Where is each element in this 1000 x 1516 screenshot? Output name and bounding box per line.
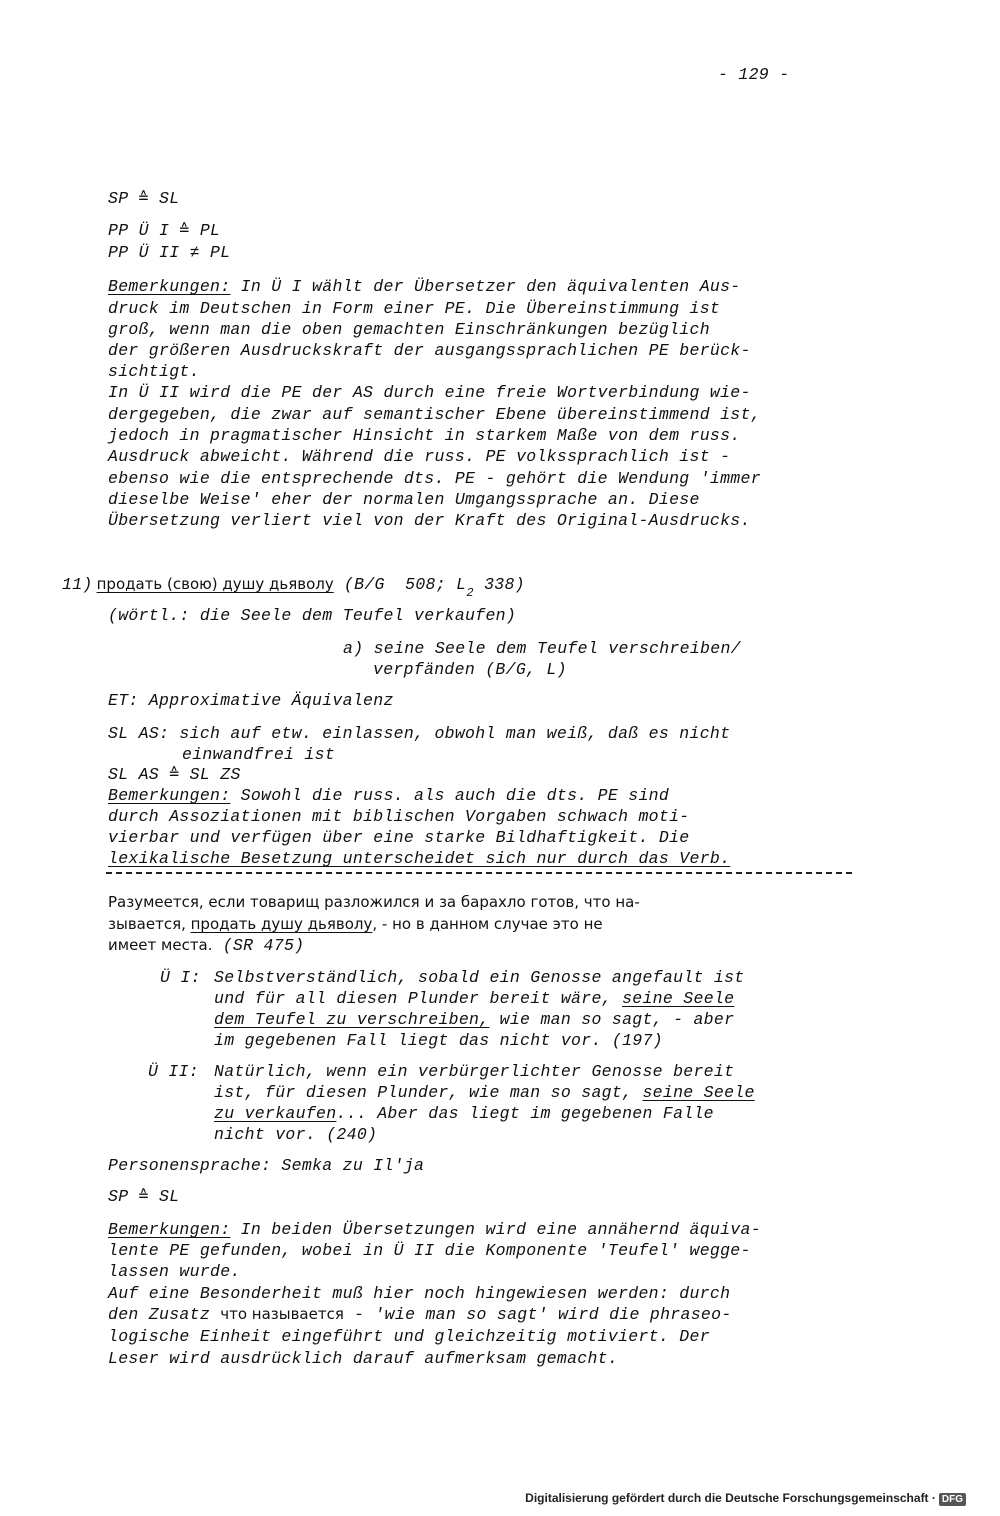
- footer-credit: Digitalisierung gefördert durch die Deutsche Forschungsgemeinschaft · DFG: [525, 1491, 966, 1506]
- translation-line: im gegebenen Fall liegt das nicht vor. (197): [214, 1031, 663, 1050]
- remarks-label: Bemerkungen:: [108, 277, 231, 296]
- remarks-line: Übersetzung verliert viel von der Kraft des Original-Ausdrucks.: [108, 511, 751, 530]
- remarks-line: lassen wurde.: [108, 1262, 241, 1281]
- equivalence-type: ET: Approximative Äquivalenz: [108, 691, 394, 710]
- translation-line: nicht vor. (240): [214, 1125, 378, 1144]
- section-divider: [106, 872, 852, 874]
- quote-source: (SR 475): [212, 936, 305, 955]
- remarks-label: Bemerkungen:: [108, 786, 231, 805]
- translation-label: Ü II:: [148, 1062, 200, 1081]
- remarks-line: den Zusatz что называется - 'wie man so sagt' wird die phraseo-: [108, 1305, 732, 1324]
- quote-line: Разумеется, если товарищ разложился и за барахло готов, что на-: [108, 893, 640, 911]
- russian-idiom: продать (свою) душу дьяволу: [96, 575, 334, 593]
- pp-relation-2: PP Ü II ≠ PL: [108, 243, 231, 262]
- quote-idiom: продать душу дьяволу: [190, 915, 373, 933]
- remarks-line: jedoch in pragmatischer Hinsicht in starkem Maße von dem russ.: [108, 426, 741, 445]
- remarks-line: Leser wird ausdrücklich darauf aufmerksam gemacht.: [108, 1349, 619, 1368]
- remarks-line: ebenso wie die entsprechende dts. PE - gehört die Wendung 'immer: [108, 469, 761, 488]
- literal-translation: (wörtl.: die Seele dem Teufel verkaufen): [108, 606, 517, 625]
- remarks-line: groß, wenn man die oben gemachten Einschränkungen bezüglich: [108, 320, 710, 339]
- translation-line: zu verkaufen... Aber das liegt im gegebenen Falle: [214, 1104, 714, 1123]
- sl-as-line: SL AS: sich auf etw. einlassen, obwohl man weiß, daß es nicht: [108, 724, 731, 743]
- remarks-line: durch Assoziationen mit biblischen Vorgaben schwach moti-: [108, 807, 690, 826]
- remarks-line: Auf eine Besonderheit muß hier noch hingewiesen werden: durch: [108, 1284, 731, 1303]
- quote-line: зывается, продать душу дьяволу, - но в данном случае это не: [108, 915, 603, 933]
- sp-sl-relation: SP ≙ SL: [108, 189, 180, 208]
- remarks-line: dieselbe Weise' eher der normalen Umgangssprache an. Diese: [108, 490, 700, 509]
- remarks-line: Bemerkungen: Sowohl die russ. als auch die dts. PE sind: [108, 786, 670, 805]
- sl-as-zs-relation: SL AS ≙ SL ZS: [108, 765, 241, 784]
- remarks-line: druck im Deutschen in Form einer PE. Die Übereinstimmung ist: [108, 299, 721, 318]
- remarks-line: Bemerkungen: In beiden Übersetzungen wird eine annähernd äquiva-: [108, 1220, 761, 1239]
- entry-number: 11): [62, 575, 93, 594]
- sl-as-line: einwandfrei ist: [182, 745, 336, 764]
- speaker-line: Personensprache: Semka zu Il'ja: [108, 1156, 425, 1175]
- remarks-label: Bemerkungen:: [108, 1220, 231, 1239]
- entry-heading: 11) продать (свою) душу дьяволу (B/G 508; $L_2$ 338): [62, 575, 525, 600]
- equivalent-line: verpfänden (B/G, L): [373, 660, 567, 679]
- translation-line: Natürlich, wenn ein verbürgerlichter Genosse bereit: [214, 1062, 735, 1081]
- remarks-line: logische Einheit eingeführt und gleichzeitig motiviert. Der: [108, 1327, 710, 1346]
- remarks-line: lexikalische Besetzung unterscheidet sich nur durch das Verb.: [108, 849, 731, 868]
- remarks-line: lente PE gefunden, wobei in Ü II die Komponente 'Teufel' wegge-: [108, 1241, 751, 1260]
- pp-relation-1: PP Ü I ≙ PL: [108, 221, 221, 240]
- remarks-line: In Ü II wird die PE der AS durch eine freie Wortverbindung wie-: [108, 383, 751, 402]
- remarks-line: Bemerkungen: In Ü I wählt der Übersetzer den äquivalenten Aus-: [108, 277, 741, 296]
- dfg-logo: DFG: [939, 1493, 966, 1506]
- remarks-line: vierbar und verfügen über eine starke Bildhaftigkeit. Die: [108, 828, 690, 847]
- remarks-line: dergegeben, die zwar auf semantischer Ebene übereinstimmend ist,: [108, 405, 761, 424]
- translation-line: Selbstverständlich, sobald ein Genosse angefault ist: [214, 968, 745, 987]
- translation-line: ist, für diesen Plunder, wie man so sagt, seine Seele: [214, 1083, 755, 1102]
- remarks-line: der größeren Ausdruckskraft der ausgangssprachlichen PE berück-: [108, 341, 751, 360]
- remarks-line: sichtigt.: [108, 362, 200, 381]
- translation-line: und für all diesen Plunder bereit wäre, seine Seele: [214, 989, 735, 1008]
- translation-line: dem Teufel zu verschreiben, wie man so sagt, - aber: [214, 1010, 735, 1029]
- quote-line: имеет места. (SR 475): [108, 936, 305, 955]
- sp-sl-relation: SP ≙ SL: [108, 1187, 180, 1206]
- remarks-line: Ausdruck abweicht. Während die russ. PE volkssprachlich ist -: [108, 447, 731, 466]
- translation-label: Ü I:: [160, 968, 201, 987]
- page-number: - 129 -: [718, 65, 790, 84]
- equivalent-line: a) seine Seele dem Teufel verschreiben/: [343, 639, 741, 658]
